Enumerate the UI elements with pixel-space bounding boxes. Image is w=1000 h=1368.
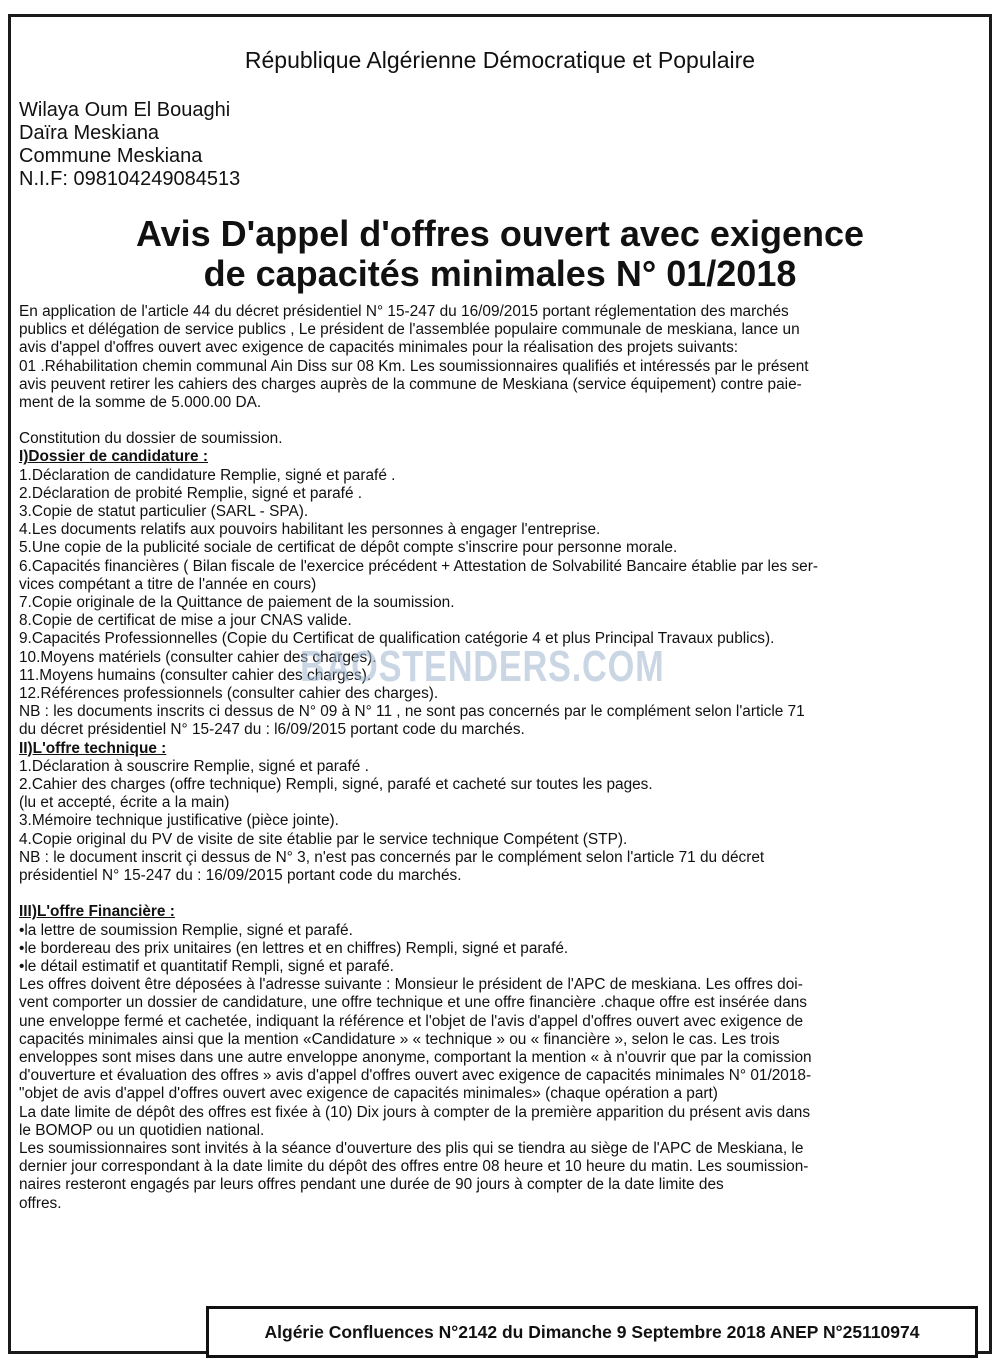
list-item: 10.Moyens matériels (consulter cahier des charges).: [19, 648, 377, 666]
notice-title: [11, 214, 989, 294]
constitution-line: Constitution du dossier de soumission.: [19, 430, 283, 448]
footer-text: Algérie Confluences N°2142 du Dimanche 9 Septembre 2018 ANEP N°25110974: [264, 1321, 920, 1342]
list-item: "objet de avis d'appel d'offres ouvert avec exigence de capacités minimales» (chaque opération a part): [19, 1085, 718, 1103]
text-line: En application de l'article 44 du décret présidentiel N° 15-247 du 16/09/2015 portant réglementation des marchés: [19, 303, 789, 320]
financiere-list: [19, 922, 969, 1213]
list-item: le BOMOP ou un quotidien national.: [19, 1121, 265, 1139]
list-item: d'ouverture et évaluation des offres » avis d'appel d'offres ouvert avec exigence de capacités minimales N° 01/2018-: [19, 1067, 812, 1085]
list-item: (lu et accepté, écrite a la main): [19, 794, 230, 812]
list-item: du décret présidentiel N° 15-247 du : l6/09/2015 portant code du marchés.: [19, 721, 525, 739]
nif-line: N.I.F: 098104249084513: [19, 168, 241, 190]
list-item: 8.Copie de certificat de mise a jour CNAS valide.: [19, 612, 352, 630]
list-item: une enveloppe fermé et cachetée, indiquant la référence et l'objet de l'avis d'appel d'offres ouvert avec exigence de: [19, 1012, 804, 1030]
list-item: 1.Déclaration de candidature Remplie, signé et parafé .: [19, 466, 396, 484]
administration-block: [19, 99, 240, 191]
list-item: 11.Moyens humains (consulter cahier des charges).: [19, 666, 372, 684]
list-item: 2.Cahier des charges (offre technique) Rempli, signé, parafé et cacheté sur toutes les pages.: [19, 776, 653, 794]
wilaya-line: Wilaya Oum El Bouaghi: [19, 99, 231, 121]
list-item: 3.Copie de statut particulier (SARL - SPA).: [19, 503, 309, 521]
list-item: 7.Copie originale de la Quittance de paiement de la soumission.: [19, 594, 455, 612]
technique-list: [19, 758, 969, 885]
list-item: Les soumissionnaires sont invités à la séance d'ouverture des plis qui se tiendra au siège de l'APC de Meskiana, le: [19, 1139, 804, 1157]
list-item: 6.Capacités financières ( Bilan fiscale de l'exercice précédent + Attestation de Solvabilité Bancaire établie par les ser-: [19, 557, 818, 575]
notice-body: [19, 303, 969, 1213]
daira-line: Daïra Meskiana: [19, 122, 160, 144]
commune-line: Commune Meskiana: [19, 145, 203, 167]
list-item: dernier jour correspondant à la date limite du dépôt des offres entre 08 heure et 10 heure du matin. Les soumission-: [19, 1158, 809, 1176]
list-item: naires resteront engagés par leurs offres pendant une durée de 90 jours à compter de la date limite des: [19, 1176, 724, 1194]
list-item: 2.Déclaration de probité Remplie, signé et parafé .: [19, 484, 363, 502]
text-line: avis d'appel d'offres ouvert avec exigence de capacités minimales pour la réalisation des projets suivants:: [19, 339, 739, 357]
list-item: capacités minimales ainsi que la mention «Candidature » « technique » ou « financière », selon le cas. Les trois: [19, 1030, 780, 1048]
list-item: vent comporter un dossier de candidature, une offre technique et une offre financière .chaque offre est insérée dans: [19, 994, 808, 1012]
list-item: vices compétant a titre de l'année en cours): [19, 575, 317, 593]
list-item: présidentiel N° 15-247 du : 16/09/2015 portant code du marchés.: [19, 867, 462, 885]
spacer: [19, 412, 969, 430]
section-title-financiere: III)L'offre Financière :: [19, 903, 175, 921]
text-line: 01 .Réhabilitation chemin communal Ain Diss sur 08 Km. Les soumissionnaires qualifiés et intéressés par le présent: [19, 357, 809, 375]
candidature-list: [19, 467, 969, 740]
list-item: 5.Une copie de la publicité sociale de certificat de dépôt compte s'inscrire pour personne morale.: [19, 539, 678, 557]
publication-footer: [206, 1306, 978, 1358]
section-title-technique: II)L'offre technique :: [19, 739, 167, 757]
section-title-candidature: I)Dossier de candidature :: [19, 448, 209, 466]
text-line: publics et délégation de service publics , Le président de l'assemblée populaire communale de meskiana, lance un: [19, 321, 800, 339]
title-line: de capacités minimales N° 01/2018: [203, 253, 797, 294]
list-item: •le détail estimatif et quantitatif Rempli, signé et parafé.: [19, 957, 394, 975]
list-item: Les offres doivent être déposées à l'adresse suivante : Monsieur le président de l'APC de meskiana. Les offres doi-: [19, 976, 803, 994]
text-line: ment de la somme de 5.000.00 DA.: [19, 394, 262, 412]
intro-paragraph: [19, 303, 969, 412]
list-item: 4.Les documents relatifs aux pouvoirs habilitant les personnes à engager l'entreprise.: [19, 521, 601, 539]
list-item: 3.Mémoire technique justificative (pièce jointe).: [19, 812, 339, 830]
list-item: NB : le document inscrit çi dessus de N° 3, n'est pas concernés par le complément selon l'article 71 du décret: [19, 848, 765, 866]
republic-header: République Algérienne Démocratique et Populaire: [244, 47, 756, 73]
list-item: 1.Déclaration à souscrire Remplie, signé et parafé .: [19, 757, 369, 775]
list-item: •la lettre de soumission Remplie, signé et parafé.: [19, 921, 353, 939]
list-item: 4.Copie original du PV de visite de site établie par le service technique Compétent (STP).: [19, 830, 628, 848]
list-item: 12.Références professionnels (consulter cahier des charges).: [19, 685, 439, 703]
list-item: enveloppes sont mises dans une autre enveloppe anonyme, comportant la mention « à n'ouvrir que par la comission: [19, 1048, 812, 1066]
title-line: Avis D'appel d'offres ouvert avec exigence: [135, 213, 865, 254]
list-item: •le bordereau des prix unitaires (en lettres et en chiffres) Rempli, signé et parafé.: [19, 939, 569, 957]
list-item: La date limite de dépôt des offres est fixée à (10) Dix jours à compter de la première apparition du présent avis dans: [19, 1103, 811, 1121]
list-item: NB : les documents inscrits ci dessus de N° 09 à N° 11 , ne sont pas concernés par le complément selon l'article 71: [19, 703, 805, 721]
text-line: avis peuvent retirer les cahiers des charges auprès de la commune de Meskiana (service équipement) contre paie-: [19, 375, 802, 393]
spacer: [19, 885, 969, 903]
list-item: 9.Capacités Professionnelles (Copie du Certificat de qualification catégorie 4 et plus Principal Travaux publics).: [19, 630, 775, 648]
watermark: BAOSTENDERS.COM: [300, 642, 665, 691]
list-item: offres.: [19, 1194, 62, 1212]
